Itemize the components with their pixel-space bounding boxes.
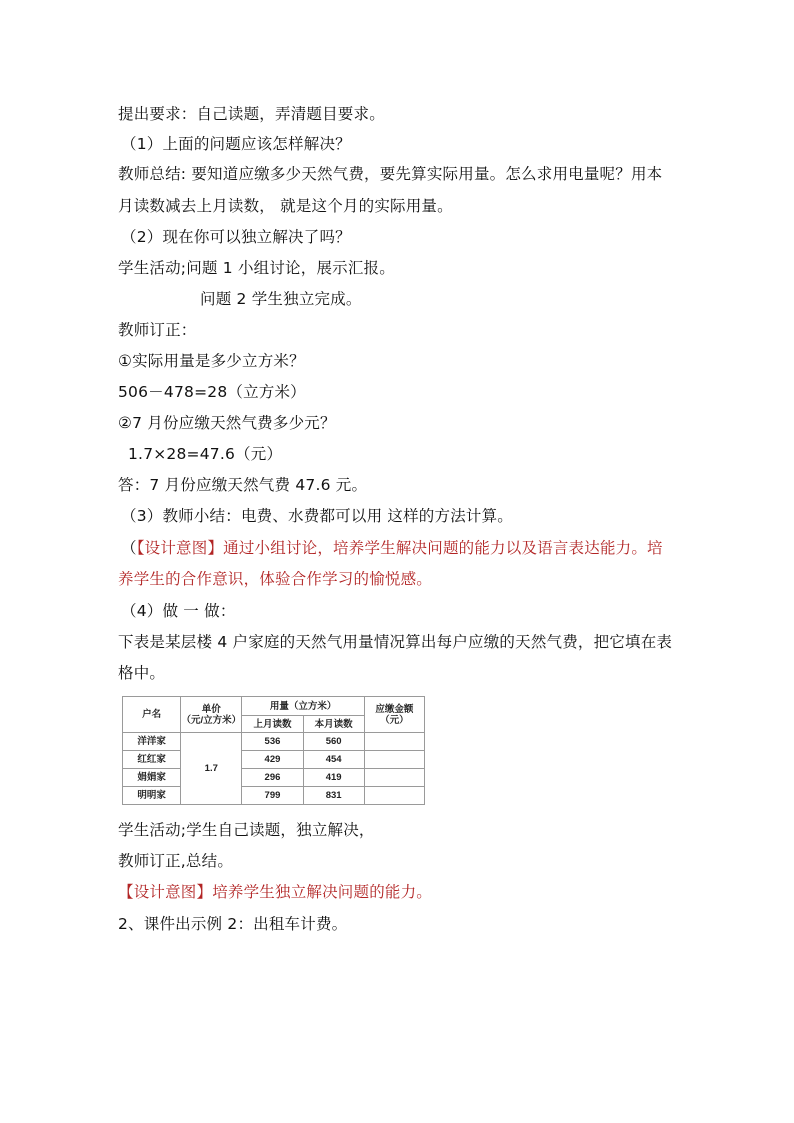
sub-question-2: ②7 月份应缴天然气费多少元？ bbox=[118, 414, 336, 432]
design-intent-1-line-2: 养学生的合作意识，体验合作学习的愉悦感。 bbox=[118, 570, 433, 588]
question-2: （2）现在你可以独立解决了吗？ bbox=[121, 228, 351, 246]
open-paren: （ bbox=[121, 539, 137, 557]
practice-instruction-line-2: 格中。 bbox=[118, 664, 166, 682]
amount-cell[interactable] bbox=[364, 787, 424, 805]
table-row bbox=[123, 733, 425, 751]
example-2-heading: 2、课件出示例 2：出租车计费。 bbox=[118, 915, 348, 933]
design-intent-text: 【设计意图】通过小组讨论，培养学生解决问题的能力以及语言表达能力。培 bbox=[136, 539, 663, 557]
last-month-reading: 296 bbox=[242, 769, 303, 787]
answer: 答：7 月份应缴天然气费 47.6 元。 bbox=[118, 476, 368, 494]
amount-cell[interactable] bbox=[364, 733, 424, 751]
header-this-month: 本月读数 bbox=[303, 716, 364, 733]
practice-instruction-line-1: 下表是某层楼 4 户家庭的天然气用量情况算出每户应缴的天然气费，把它填在表 bbox=[118, 633, 673, 651]
this-month-reading: 831 bbox=[303, 787, 364, 805]
header-amount bbox=[364, 697, 424, 733]
table-row bbox=[123, 787, 425, 805]
gas-usage-table bbox=[122, 696, 425, 805]
household-name: 娟娟家 bbox=[123, 769, 181, 787]
header-last-month: 上月读数 bbox=[242, 716, 303, 733]
teacher-summary-line-1: 教师总结: 要知道应缴多少天然气费，要先算实际用量。怎么求用电量呢？用本 bbox=[118, 165, 663, 183]
header-unit-price-unit: （元/立方米） bbox=[181, 714, 242, 726]
calculation-2: 1.7×28=47.6（元） bbox=[128, 445, 283, 463]
student-activity-3: 学生活动;学生自己读题，独立解决， bbox=[118, 821, 375, 839]
gas-usage-table-wrapper bbox=[122, 696, 425, 804]
text-requirement: 提出要求：自己读题，弄清题目要求。 bbox=[118, 105, 385, 123]
this-month-reading: 560 bbox=[303, 733, 364, 751]
household-name: 洋洋家 bbox=[123, 733, 181, 751]
design-intent-2: 【设计意图】培养学生独立解决问题的能力。 bbox=[118, 883, 433, 901]
unit-price-value: 1.7 bbox=[181, 733, 242, 805]
header-unit-price-label: 单价 bbox=[201, 703, 221, 715]
student-activity-2: 问题 2 学生独立完成。 bbox=[200, 290, 362, 308]
household-name: 红红家 bbox=[123, 751, 181, 769]
amount-cell[interactable] bbox=[364, 769, 424, 787]
last-month-reading: 429 bbox=[242, 751, 303, 769]
header-usage: 用量（立方米） bbox=[242, 697, 364, 716]
header-amount-label: 应缴金额 bbox=[375, 703, 414, 715]
calculation-1: 506－478=28（立方米） bbox=[118, 383, 306, 401]
this-month-reading: 419 bbox=[303, 769, 364, 787]
last-month-reading: 536 bbox=[242, 733, 303, 751]
table-row bbox=[123, 751, 425, 769]
last-month-reading: 799 bbox=[242, 787, 303, 805]
amount-cell[interactable] bbox=[364, 751, 424, 769]
header-unit-price bbox=[181, 697, 242, 733]
sub-question-1: ①实际用量是多少立方米？ bbox=[118, 352, 305, 370]
student-activity-1: 学生活动;问题 1 小组讨论，展示汇报。 bbox=[118, 259, 395, 277]
design-intent-1-line-1 bbox=[121, 538, 663, 558]
table-row bbox=[123, 769, 425, 787]
header-amount-unit: （元） bbox=[380, 714, 409, 726]
question-1: （1）上面的问题应该怎样解决？ bbox=[121, 135, 351, 153]
teacher-correction: 教师订正： bbox=[118, 321, 197, 339]
this-month-reading: 454 bbox=[303, 751, 364, 769]
teacher-conclusion: （3）教师小结：电费、水费都可以用 这样的方法计算。 bbox=[121, 507, 513, 525]
teacher-summary-line-2: 月读数减去上月读数， 就是这个月的实际用量。 bbox=[118, 197, 453, 215]
header-household: 户名 bbox=[123, 697, 181, 733]
household-name: 明明家 bbox=[123, 787, 181, 805]
practice-heading: （4）做 一 做： bbox=[121, 602, 236, 620]
teacher-correction-summary: 教师订正,总结。 bbox=[118, 852, 234, 870]
